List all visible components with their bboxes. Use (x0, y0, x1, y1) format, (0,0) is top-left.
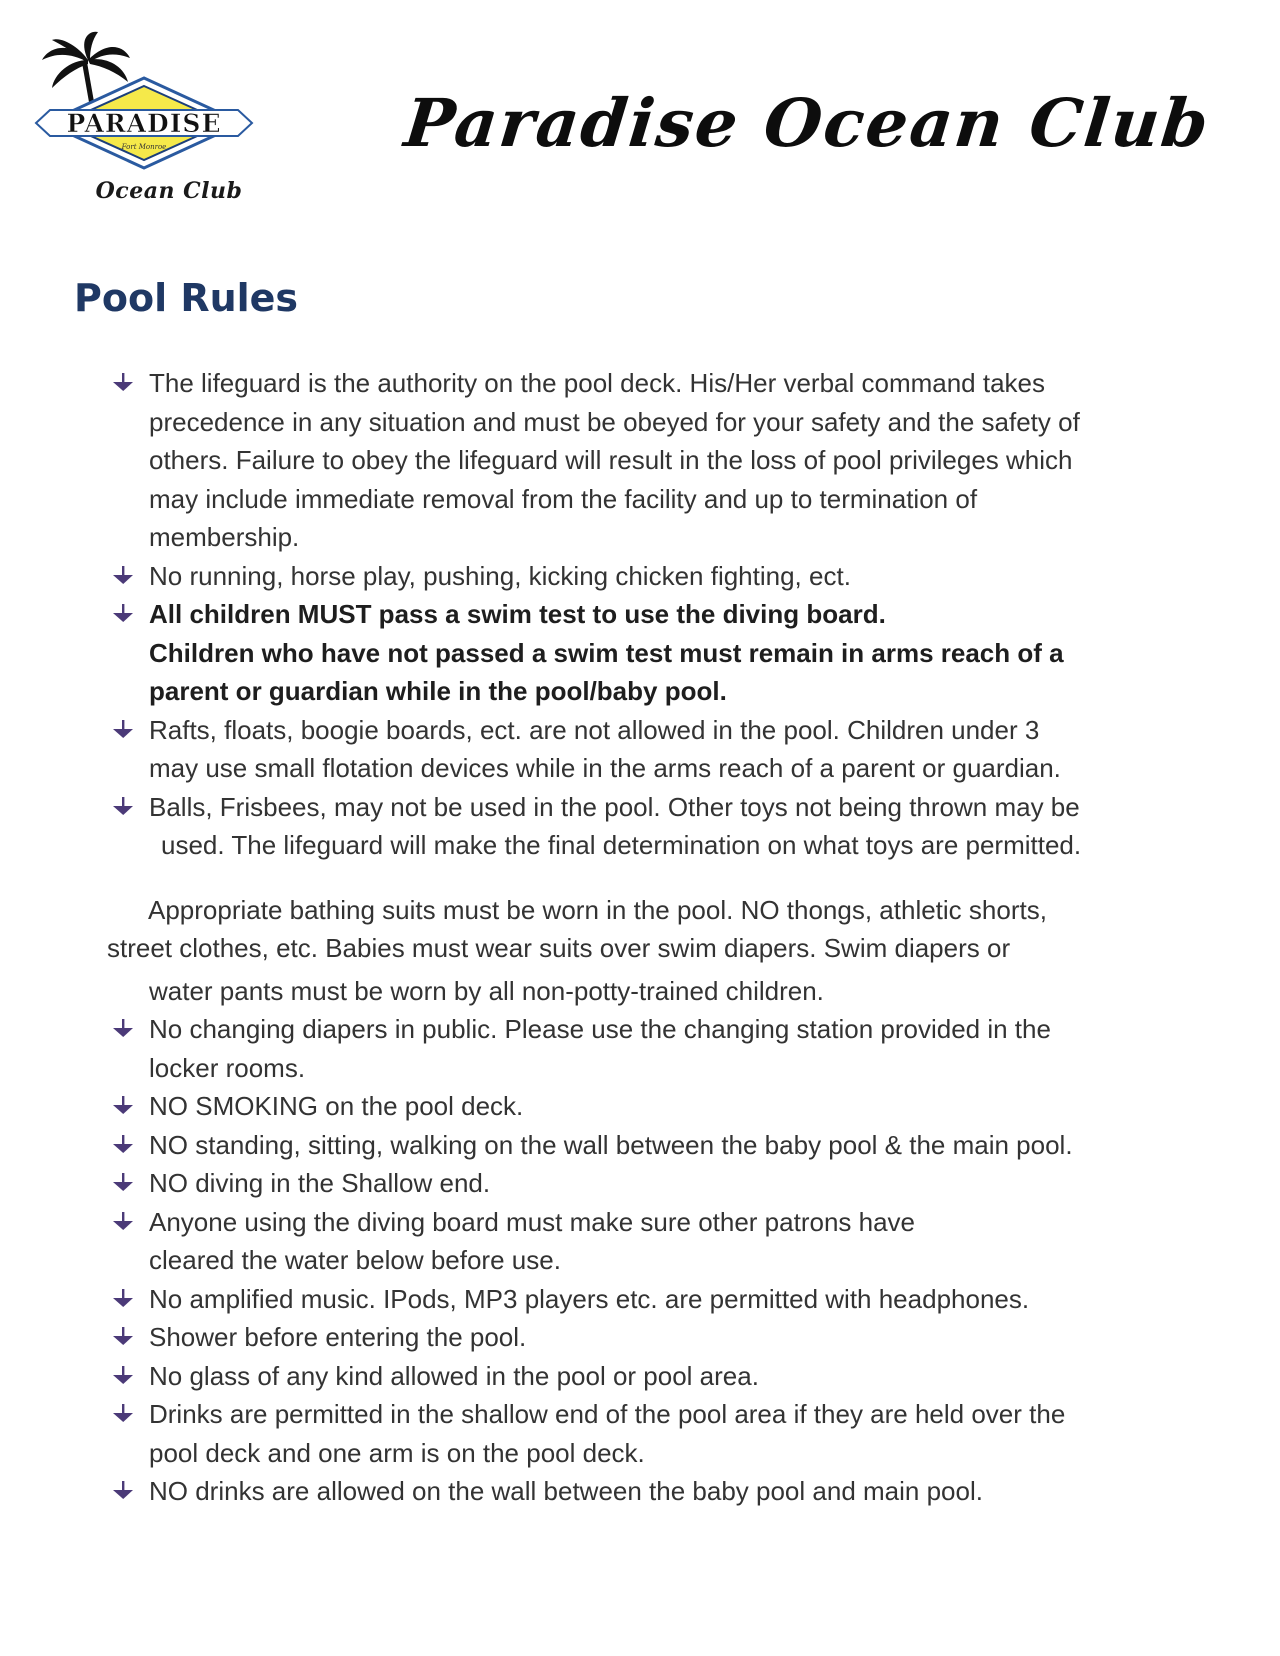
page-title: Pool Rules (74, 276, 299, 320)
rule-item: NO drinks are allowed on the wall between the baby pool and main pool. (112, 1472, 1222, 1511)
down-arrow-icon (112, 1365, 134, 1387)
rule-item: Balls, Frisbees, may not be used in the pool. Other toys not being thrown may be used. The lifeguard will make the final determination on what toys are permitted. (112, 788, 1222, 865)
down-arrow-icon (112, 719, 134, 741)
down-arrow-icon (112, 1288, 134, 1310)
down-arrow-icon (112, 796, 134, 818)
down-arrow-icon (112, 1326, 134, 1348)
down-arrow-icon (112, 1172, 134, 1194)
rule-item: Drinks are permitted in the shallow end of the pool area if they are held over the pool deck and one arm is on the pool deck. (112, 1395, 1222, 1472)
club-logo (28, 30, 260, 215)
down-arrow-icon (112, 565, 134, 587)
rule-item: No glass of any kind allowed in the pool or pool area. (112, 1357, 1222, 1396)
svg-text:Fort Monroe: Fort Monroe (121, 143, 167, 151)
down-arrow-icon (112, 1480, 134, 1502)
rule-item: NO standing, sitting, walking on the wall between the baby pool & the main pool. (112, 1126, 1222, 1165)
down-arrow-icon (112, 372, 134, 394)
club-title: Paradise Ocean Club (400, 84, 1214, 162)
rule-item-swim-test: All children MUST pass a swim test to use the diving board. Children who have not passed a swim test must remain in arms reach of a parent or guardian while in the pool/baby pool. (112, 595, 1222, 711)
rule-item: No running, horse play, pushing, kicking chicken fighting, ect. (112, 557, 1222, 596)
rules-list (107, 364, 1222, 1511)
rule-item: The lifeguard is the authority on the pool deck. His/Her verbal command takes precedence in any situation and must be obeyed for your safety and the safety of others. Failure to obey the lifeguard will result in the loss of pool privileges which may include immediate removal from the facility and up to termination of membership. (112, 364, 1222, 557)
down-arrow-icon (112, 603, 134, 625)
down-arrow-icon (112, 1211, 134, 1233)
down-arrow-icon (112, 1095, 134, 1117)
svg-text:PARADISE: PARADISE (66, 109, 222, 138)
rule-item: No amplified music. IPods, MP3 players etc. are permitted with headphones. (112, 1280, 1222, 1319)
rule-item: Rafts, floats, boogie boards, ect. are not allowed in the pool. Children under 3 may use small flotation devices while in the arms reach of a parent or guardian. (112, 711, 1222, 788)
logo-subtitle: Ocean Club (95, 178, 243, 204)
rule-item: Anyone using the diving board must make sure other patrons have cleared the water below before use. (112, 1203, 1222, 1280)
down-arrow-icon (112, 1018, 134, 1040)
rule-item: No changing diapers in public. Please use the changing station provided in the locker rooms. (112, 1010, 1222, 1087)
down-arrow-icon (112, 1134, 134, 1156)
attire-paragraph: Appropriate bathing suits must be worn in the pool. NO thongs, athletic shorts, street clothes, etc. Babies must wear suits over swim diapers. Swim diapers or water pants must be worn by all non-potty-trained children. (107, 894, 1047, 1006)
rule-item: Shower before entering the pool. (112, 1318, 1222, 1357)
rule-item: NO SMOKING on the pool deck. (112, 1087, 1222, 1126)
down-arrow-icon (112, 1403, 134, 1425)
rule-item: NO diving in the Shallow end. (112, 1164, 1222, 1203)
paradise-diamond-logo-icon (28, 30, 260, 180)
